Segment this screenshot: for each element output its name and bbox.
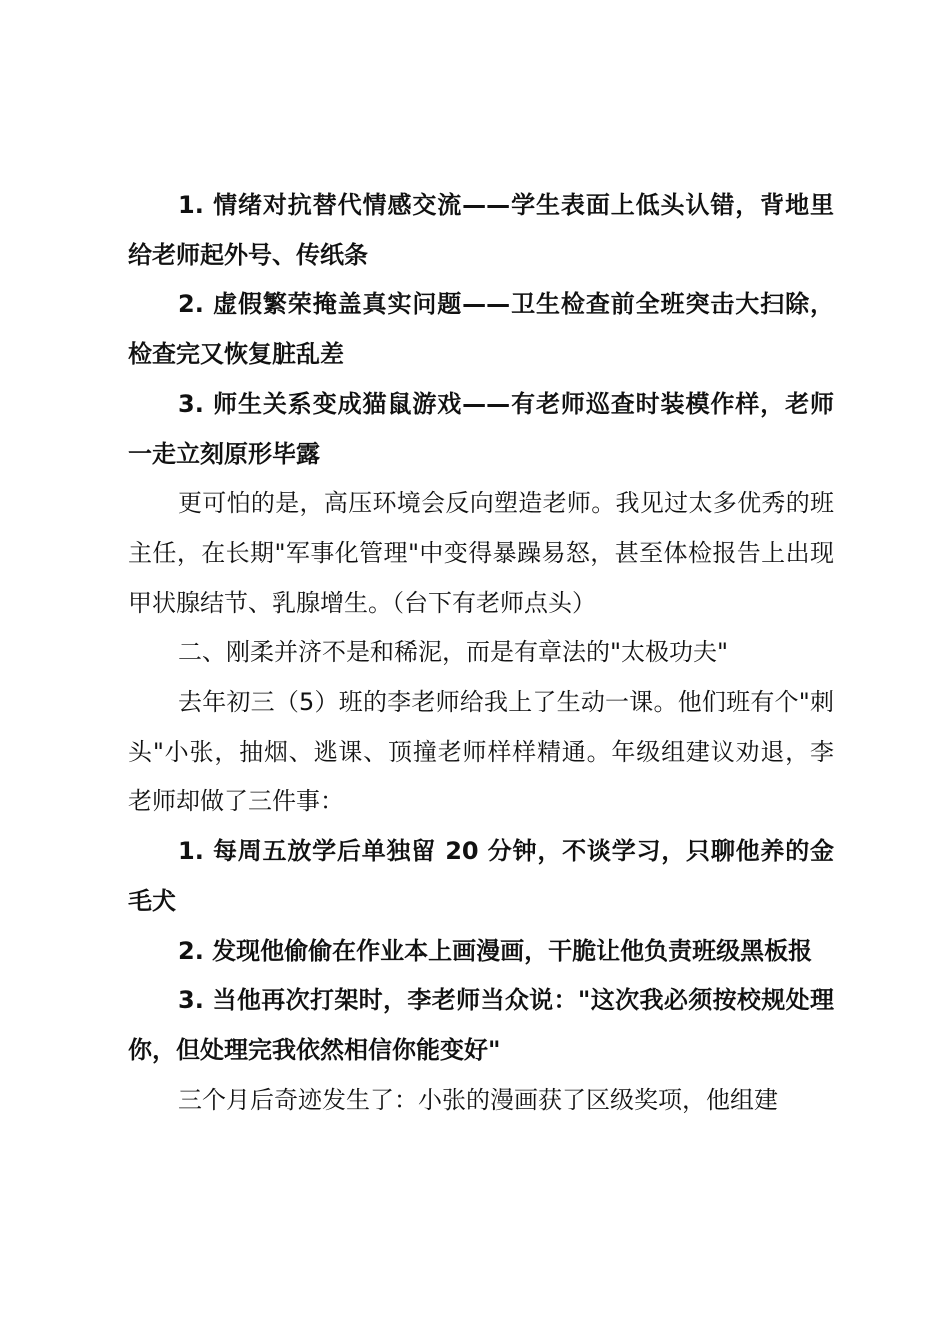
point-3-cat-mouse-game: 3. 师生关系变成猫鼠游戏——有老师巡查时装模作样，老师一走立刻原形毕露: [128, 389, 834, 468]
paragraph-teacher-li-story: 去年初三（5）班的李老师给我上了生动一课。他们班有个"刺头"小张，抽烟、逃课、顶撞老师样样精通。年级组建议劝退，李老师却做了三件事：: [128, 688, 834, 816]
action-3-public-statement: 3. 当他再次打架时，李老师当众说："这次我必须按校规处理你，但处理完我依然相信你能变好": [128, 986, 834, 1064]
point-1-emotional-confrontation: 1. 情绪对抗替代情感交流——学生表面上低头认错，背地里给老师起外号、传纸条: [128, 191, 834, 269]
point-2-false-prosperity: 2. 虚假繁荣掩盖真实问题——卫生检查前全班突击大扫除，检查完又恢复脏乱差: [128, 290, 834, 369]
action-2-blackboard: 2. 发现他偷偷在作业本上画漫画，干脆让他负责班级黑板报: [178, 936, 813, 965]
document-page: [128, 181, 834, 1125]
section-heading-two: 二、刚柔并济不是和稀泥，而是有章法的"太极功夫": [178, 638, 729, 667]
paragraph-high-pressure-teachers: 更可怕的是，高压环境会反向塑造老师。我见过太多优秀的班主任，在长期"军事化管理"中变得暴躁易怒，甚至体检报告上出现甲状腺结节、乳腺增生。（台下有老师点头）: [128, 489, 834, 617]
paragraph-three-months-later: 三个月后奇迹发生了：小张的漫画获了区级奖项，他组建: [178, 1085, 778, 1114]
action-1-weekly-chat: 1. 每周五放学后单独留 20 分钟，不谈学习，只聊他养的金毛犬: [128, 837, 834, 915]
